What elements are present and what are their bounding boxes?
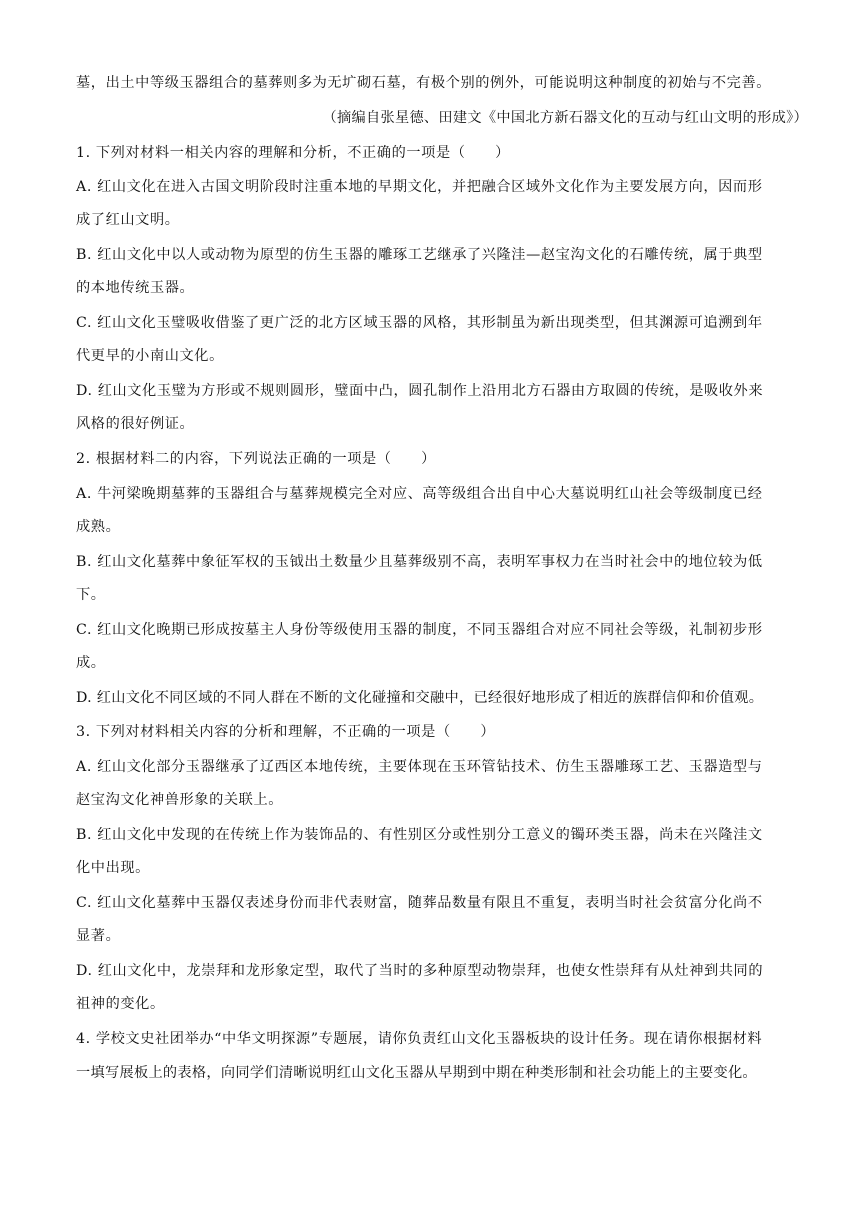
q1-option-c-line-2: 代更早的小南山文化。 [76,348,224,364]
q1-option-a-line-1: A. 红山文化在进入古国文明阶段时注重本地的早期文化，并把融合区域外文化作为主要发展方向，因而形 [76,179,763,195]
q3-option-a-line-2: 赵宝沟文化神兽形象的关联上。 [76,792,284,808]
question-2-stem: 2. 根据材料二的内容，下列说法正确的一项是（ ） [76,451,436,467]
q2-option-a-line-1: A. 牛河梁晚期墓葬的玉器组合与墓葬规模完全对应、高等级组合出自中心大墓说明红山社会等级制度已经 [76,486,763,502]
q3-option-d-line-2: 祖神的变化。 [76,996,165,1012]
q3-option-c-line-1: C. 红山文化墓葬中玉器仅表述身份而非代表财富，随葬品数量有限且不重复，表明当时社会贫富分化尚不 [76,895,763,911]
q2-option-d-line-1: D. 红山文化不同区域的不同人群在不断的文化碰撞和交融中，已经很好地形成了相近的族群信仰和价值观。 [76,690,764,706]
q1-option-b-line-1: B. 红山文化中以人或动物为原型的仿生玉器的雕琢工艺继承了兴隆洼—赵宝沟文化的石雕传统，属于典型 [76,247,763,263]
q3-option-d-line-1: D. 红山文化中，龙崇拜和龙形象定型，取代了当时的多种原型动物崇拜，也使女性崇拜有从灶神到共同的 [76,963,764,979]
q2-option-a-line-2: 成熟。 [76,519,121,535]
q1-option-a-line-2: 成了红山文明。 [76,212,180,228]
q1-option-b-line-2: 的本地传统玉器。 [76,280,195,296]
q3-option-c-line-2: 显著。 [76,928,121,944]
q2-option-c-line-1: C. 红山文化晚期已形成按墓主人身份等级使用玉器的制度，不同玉器组合对应不同社会等级，礼制初步形 [76,622,763,638]
q3-option-b-line-2: 化中出现。 [76,860,150,876]
q1-option-d-line-2: 风格的很好例证。 [76,416,195,432]
citation: （摘编自张星德、田建文《中国北方新石器文化的互动与红山文明的形成》） [322,110,808,126]
q3-option-b-line-1: B. 红山文化中发现的在传统上作为装饰品的、有性别区分或性别分工意义的镯环类玉器，尚未在兴隆洼文 [76,827,763,843]
q1-option-d-line-1: D. 红山文化玉璧为方形或不规则圆形，璧面中凸，圆孔制作上沿用北方石器由方取圆的传统，是吸收外来 [76,383,764,399]
question-3-stem: 3. 下列对材料相关内容的分析和理解，不正确的一项是（ ） [76,724,496,740]
q1-option-c-line-1: C. 红山文化玉璧吸收借鉴了更广泛的北方区域玉器的风格，其形制虽为新出现类型，但其渊源可追溯到年 [76,315,763,331]
q2-option-b-line-1: B. 红山文化墓葬中象征军权的玉钺出土数量少且墓葬级别不高，表明军事权力在当时社会中的地位较为低 [76,554,763,570]
question-4-stem-line-2: 一填写展板上的表格，向同学们清晰说明红山文化玉器从早期到中期在种类形制和社会功能上的主要变化。 [76,1065,757,1081]
question-1-stem: 1. 下列对材料一相关内容的理解和分析，不正确的一项是（ ） [76,145,510,161]
question-4-stem-line-1: 4. 学校文史社团举办“中华文明探源”专题展，请你负责红山文化玉器板块的设计任务。现在请你根据材料 [76,1031,763,1047]
q2-option-c-line-2: 成。 [76,655,106,671]
q2-option-b-line-2: 下。 [76,587,106,603]
q3-option-a-line-1: A. 红山文化部分玉器继承了辽西区本地传统，主要体现在玉环管钻技术、仿生玉器雕琢工艺、玉器造型与 [76,759,763,775]
intro-text: 墓，出土中等级玉器组合的墓葬则多为无圹砌石墓，有极个别的例外，可能说明这种制度的初始与不完善。 [76,75,772,91]
